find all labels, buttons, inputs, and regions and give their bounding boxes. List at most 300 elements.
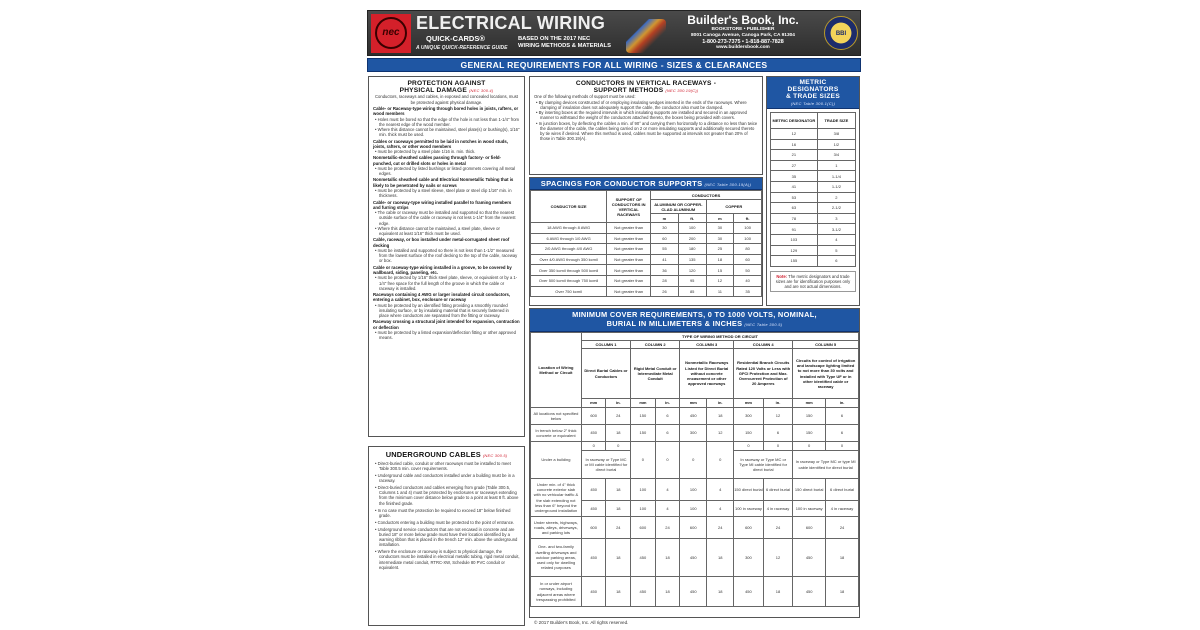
vertical-raceways-title-line2: SUPPORT METHODS — [593, 87, 664, 95]
spacings-box — [529, 177, 763, 306]
cover-value-cell: 6 direct burial — [826, 479, 859, 501]
publisher-block — [668, 13, 818, 51]
publisher-name: Builder's Book, Inc. — [687, 13, 799, 27]
cover-value-cell: 450 — [581, 501, 606, 517]
metric-designator-cell: 103 — [771, 234, 818, 245]
cover-value-cell: 24 — [707, 517, 734, 539]
protection-ref: (NEC 300.4) — [468, 88, 494, 94]
th-cu-ft: ft. — [734, 214, 762, 223]
th-column-label: COLUMN 5 — [793, 341, 859, 349]
copyright: © 2017 Builder's Book, Inc. All rights reserved. — [534, 620, 629, 625]
cover-value-cell: 18 — [606, 479, 631, 501]
spacing-cell-support: Not greater than — [607, 244, 651, 255]
th-unit-mm: mm — [734, 399, 764, 408]
spacing-cell-cu-ft: 100 — [734, 233, 762, 244]
cover-location-cell: In trench below 2" thick concrete or equivalent — [531, 425, 582, 442]
th-unit-in: in. — [826, 399, 859, 408]
cover-value-cell: 0 — [826, 442, 859, 451]
th-column-desc: Nonmetallic Raceways Listed for Direct Burial without concrete encasement or other approved raceways — [680, 349, 734, 399]
metric-designator-cell: 16 — [771, 139, 818, 150]
cover-value-cell: 150 — [734, 425, 764, 442]
cover-value-cell: 24 — [606, 408, 631, 425]
th-conductors: CONDUCTORS — [651, 191, 762, 200]
spacings-title-text: SPACINGS FOR CONDUCTOR SUPPORTS — [540, 179, 703, 188]
spacing-cell-support: Not greater than — [607, 286, 651, 297]
metric-designator-cell: 21 — [771, 150, 818, 161]
table-row — [771, 203, 856, 214]
vertical-raceways-intro: One of the following methods of support must be used: — [534, 94, 636, 100]
th-column-desc: Direct Burial Cables or Conductors — [581, 349, 630, 399]
table-row — [531, 233, 762, 244]
publisher-website: www.buildersbook.com — [716, 45, 770, 50]
table-row — [771, 139, 856, 150]
metric-body — [771, 129, 856, 267]
table-row — [771, 129, 856, 140]
table-row — [531, 275, 762, 286]
trade-size-cell: 2 — [817, 192, 855, 203]
vertical-raceways-ref: (NEC 300.19(C)) — [665, 88, 699, 94]
spacing-cell-cu-ft: 80 — [734, 244, 762, 255]
vertical-raceways-bullet: • By clamping devices constructed of or employing insulating wedges inserted in the ends of the raceways. Where clamping of insulation does not adequately support the cable, the conductor also must be clamped. — [534, 100, 758, 111]
table-row — [531, 286, 762, 297]
cover-location-cell: Under min. of 4" thick concrete exterior slab with no vehicular traffic & the slab extending not less than 6" beyond the underground installation — [531, 479, 582, 517]
protection-item-bullet: • Holes must be bored so that the edge of the hole is not less than 1-1/4" from the nearest edge of the wood member. — [373, 117, 520, 128]
table-row — [531, 425, 859, 442]
cover-value-cell: 450 — [680, 408, 707, 425]
cover-value-cell: 18 — [606, 501, 631, 517]
cover-value-cell: 150 direct burial — [734, 479, 764, 501]
cover-value-cell: 450 — [631, 577, 656, 607]
cover-location-cell: Under a building — [531, 442, 582, 479]
protection-item-bullet: • Where this distance cannot be maintained, steel plate(s) or bushing(s), 1/16" min. thick must be used. — [373, 127, 520, 138]
publisher-address: 8001 Canoga Avenue, Canoga Park, CA 91304 — [691, 33, 795, 38]
protection-item-heading: Nonmetallic sheathed cable and Electrical Nonmetallic Tubing that is likely to be penetrated by nails or screws — [373, 177, 514, 188]
cover-value-cell: 6 — [655, 408, 680, 425]
spacing-cell-size: Over 350 kcmil through 500 kcmil — [531, 265, 607, 276]
protection-item-bullet: • must be protected by 1/16" thick steel plate, sleeve, or equivalent or by a 1-1/4" free space for the full length of the groove in which the cable or raceway is installed. — [373, 275, 520, 291]
cover-value-cell: 450 — [581, 479, 606, 501]
protection-item-bullet: • must be protected by listed bushings or listed grommets covering all metal edges. — [373, 166, 520, 177]
table-row — [531, 254, 762, 265]
cover-value-cell: 6 direct burial — [763, 479, 793, 501]
cover-value-cell: 100 in raceway — [793, 501, 826, 517]
table-row — [771, 171, 856, 182]
cover-location-cell: In or under airport runways, including adjacent areas where trespassing prohibited — [531, 577, 582, 607]
metric-designator-cell: 53 — [771, 192, 818, 203]
trade-size-cell: 1-1/2 — [817, 181, 855, 192]
cover-value-cell: 0 — [793, 442, 826, 451]
cover-value-cell: 24 — [606, 517, 631, 539]
metric-designator-cell: 27 — [771, 160, 818, 171]
spacing-cell-cu-m: 30 — [706, 233, 734, 244]
spacing-cell-al-ft: 135 — [678, 254, 706, 265]
cover-value-cell: 18 — [606, 577, 631, 607]
underground-ref: (NEC 300.5) — [482, 453, 508, 458]
cover-value-cell: 600 — [581, 408, 606, 425]
trade-size-cell: 1-1/4 — [817, 171, 855, 182]
cover-value-cell: 18 — [655, 577, 680, 607]
th-column-desc: Rigid Metal Conduit or Intermediate Metal Conduit — [631, 349, 680, 399]
card-title: ELECTRICAL WIRING — [416, 13, 606, 33]
spacing-cell-al-ft: 100 — [678, 223, 706, 234]
protection-item-heading: Cable- or raceway-type wiring installed parallel to framing members and furring strips — [373, 199, 512, 210]
publisher-seal-icon: BBI — [824, 16, 858, 50]
protection-item-bullet: • Where this distance cannot be maintained, a steel plate, sleeve or equivalent at least 1/16" thick must be used. — [373, 226, 520, 237]
trade-size-cell: 3/8 — [817, 129, 855, 140]
cover-value-cell: 100 — [631, 479, 656, 501]
metric-note-text: The metric designators and trade sizes are for identification purposes only and are not actual dimensions. — [775, 273, 851, 290]
th-copper: COPPER — [706, 200, 761, 214]
cover-value-cell: 18 — [707, 539, 734, 577]
cover-value-cell: 18 — [707, 408, 734, 425]
metric-designator-cell: 35 — [771, 171, 818, 182]
spacing-cell-size: Over 500 kcmil through 750 kcmil — [531, 275, 607, 286]
cover-value-cell: 18 — [606, 425, 631, 442]
cover-value-cell: 100 in raceway — [734, 501, 764, 517]
th-column-label: COLUMN 3 — [680, 341, 734, 349]
spacings-title — [530, 178, 762, 190]
cover-head — [531, 333, 859, 408]
spacing-cell-support: Not greater than — [607, 233, 651, 244]
cover-value-cell: 18 — [763, 577, 793, 607]
cover-value-cell: 150 — [631, 425, 656, 442]
cover-value-cell: 0 — [707, 442, 734, 479]
protection-item-bullet: • must be protected by a steel sleeve, steel plate or steel clip 1/16" min. in thickness. — [373, 188, 520, 199]
cover-value-cell: 100 — [680, 479, 707, 501]
spacing-cell-size: Over 4/0 AWG through 350 kcmil — [531, 254, 607, 265]
cover-value-cell: 450 — [631, 539, 656, 577]
metric-designator-cell: 155 — [771, 256, 818, 267]
spacing-cell-cu-m: 25 — [706, 244, 734, 255]
table-row — [531, 265, 762, 276]
card-tagline: A UNIQUE QUICK-REFERENCE GUIDE — [416, 45, 508, 51]
cover-value-cell: 12 — [763, 408, 793, 425]
cover-value-cell: 600 — [680, 517, 707, 539]
table-row — [531, 408, 859, 425]
table-row — [771, 245, 856, 256]
th-aluminum: ALUMINUM OR COPPER-CLAD ALUMINUM — [651, 200, 706, 214]
cover-value-cell: 4 in raceway — [826, 501, 859, 517]
cover-location-cell: Under streets, highways, roads, alleys, driveways, and parking lots — [531, 517, 582, 539]
underground-title-text: UNDERGROUND CABLES — [385, 450, 481, 459]
th-unit-in: in. — [655, 399, 680, 408]
card-subtitle: QUICK-CARDS® — [426, 34, 485, 43]
protection-item-heading: Nonmetallic-sheathed cables passing through factory- or field-punched, cut or drilled slots or holes in metal — [373, 155, 501, 166]
cover-value-cell: 0 — [631, 442, 656, 479]
th-column-desc: Circuits for control of irrigation and landscape lighting limited to not more than 30 volts and installed with Type UF or in other identified cable or raceway — [793, 349, 859, 399]
spacings-ref: (NEC Table 300.19(A)) — [704, 182, 752, 187]
cover-note-cell: In raceway or Type MC or type MI cable identified for direct burial — [793, 451, 859, 479]
spacing-cell-support: Not greater than — [607, 254, 651, 265]
cover-value-cell: 12 — [707, 425, 734, 442]
table-row — [771, 213, 856, 224]
table-row — [531, 517, 859, 539]
cover-location-cell: One- and two-family dwelling driveways and outdoor parking areas, used only for dwelling related purposes — [531, 539, 582, 577]
trade-size-cell: 4 — [817, 234, 855, 245]
metric-designator-cell: 129 — [771, 245, 818, 256]
cover-value-cell: 18 — [826, 539, 859, 577]
protection-item-bullet: • must be installed and supported so there is not less than 1-1/2" measured from the lowest surface of the roof decking to the top of the cable, raceway or box. — [373, 248, 520, 264]
th-al-m: m — [651, 214, 679, 223]
cover-value-cell: 18 — [826, 577, 859, 607]
underground-title — [373, 451, 520, 459]
th-unit-mm: mm — [680, 399, 707, 408]
protection-box — [368, 76, 525, 437]
cover-value-cell: 450 — [680, 539, 707, 577]
cover-value-cell: 6 — [763, 425, 793, 442]
cover-value-cell: 18 — [707, 577, 734, 607]
metric-title-line3: & TRADE SIZES — [785, 93, 841, 100]
table-row — [771, 160, 856, 171]
metric-table — [770, 112, 856, 267]
underground-bullet: • Underground cable and conductors installed under a building must be in a raceway. — [373, 473, 520, 484]
trade-size-cell: 5 — [817, 245, 855, 256]
cover-value-cell: 450 — [793, 577, 826, 607]
spacing-cell-al-m: 41 — [651, 254, 679, 265]
metric-designator-cell: 41 — [771, 181, 818, 192]
cover-value-cell: 150 — [793, 408, 826, 425]
th-location: Location of Wiring Method or Circuit — [531, 333, 582, 408]
spacing-cell-cu-ft: 100 — [734, 223, 762, 234]
th-support: SUPPORT OF CONDUCTORS IN VERTICAL RACEWAYS — [607, 191, 651, 223]
based-on-line2: WIRING METHODS & MATERIALS — [518, 43, 611, 49]
vertical-raceways-title-line1: CONDUCTORS IN VERTICAL RACEWAYS - — [575, 80, 717, 87]
underground-bullet: • Underground service conductors that are not encased in concrete and are buried 18" or more below grade must have their location identified by a warning ribbon that is placed in the trench 12" min. above the underground installation. — [373, 527, 520, 548]
spacing-cell-cu-ft: 60 — [734, 254, 762, 265]
table-row — [771, 234, 856, 245]
underground-bullet: • In no case must the protection be required to exceed 18" below finished grade. — [373, 508, 520, 519]
protection-item-heading: Cables or raceways permitted to be laid in notches in wood studs, joists, rafters, or other wood members — [373, 138, 508, 149]
cover-value-cell: 0 — [581, 442, 606, 451]
cover-table — [530, 332, 859, 607]
cover-value-cell: 24 — [763, 517, 793, 539]
protection-item-bullet: • must be protected by a steel plate 1/16 in. min. thick. — [373, 149, 520, 154]
th-unit-in: in. — [707, 399, 734, 408]
cover-value-cell: 150 — [793, 425, 826, 442]
protection-item-bullet: • The cable or raceway must be installed and supported so that the nearest outside surface of the cable or raceway is not less 1-1/4" from the nearest edge. — [373, 210, 520, 226]
spacing-cell-al-m: 36 — [651, 265, 679, 276]
spacing-cell-al-m: 60 — [651, 233, 679, 244]
th-column-desc: Residential Branch Circuits Rated 120 Volts or Less with GFCI Protection and Max. Overcurrent Protection of 20 Amperes — [734, 349, 793, 399]
table-row — [531, 333, 859, 341]
metric-title-line2: DESIGNATORS — [787, 86, 839, 93]
table-row — [531, 223, 762, 234]
spacing-cell-cu-ft: 40 — [734, 275, 762, 286]
protection-items — [373, 106, 520, 341]
th-column-label: COLUMN 4 — [734, 341, 793, 349]
cover-title — [530, 309, 859, 332]
cover-body — [531, 408, 859, 607]
table-row — [771, 256, 856, 267]
cover-value-cell: 600 — [581, 517, 606, 539]
spacing-cell-al-m: 55 — [651, 244, 679, 255]
th-unit-mm: mm — [631, 399, 656, 408]
spacing-cell-cu-m: 12 — [706, 275, 734, 286]
cover-value-cell: 6 — [826, 425, 859, 442]
cover-box — [529, 308, 860, 618]
spacing-cell-support: Not greater than — [607, 275, 651, 286]
table-row — [531, 244, 762, 255]
spacings-table — [530, 190, 762, 297]
cover-value-cell: 6 — [826, 408, 859, 425]
spacing-cell-cu-m: 11 — [706, 286, 734, 297]
spacing-cell-cu-ft: 50 — [734, 265, 762, 276]
metric-title — [767, 77, 859, 109]
metric-designator-cell: 91 — [771, 224, 818, 235]
cover-value-cell: 0 — [680, 442, 707, 479]
protection-item-heading: Cable, raceway, or box installed under metal-corrugated sheet roof decking — [373, 237, 510, 248]
th-unit-mm: mm — [793, 399, 826, 408]
th-trade-size: TRADE SIZE — [817, 113, 855, 129]
spacing-cell-al-ft: 180 — [678, 244, 706, 255]
nec-logo — [371, 14, 411, 53]
cover-value-cell: 6 — [655, 425, 680, 442]
nec-logo-icon: nec — [375, 17, 407, 49]
underground-bullet: • Conductors entering a building must be protected to the point of entrance. — [373, 520, 520, 525]
spacing-cell-size: Over 750 kcmil — [531, 286, 607, 297]
th-cu-m: m — [706, 214, 734, 223]
table-row — [531, 539, 859, 577]
underground-bullet: • Direct-buried conductors and cables emerging from grade (Table 300.5, Columns 1 and 4) must be protected by enclosures or raceways extending from the minimum cover distance below grade to a point at least 8 ft. above the finished grade. — [373, 485, 520, 506]
protection-item-heading: Cable or raceway-type wiring installed in a groove, to be covered by wallboard, siding, paneling, etc. — [373, 264, 512, 276]
protection-intro: Conductors, raceways and cables, in exposed and concealed locations, must be protected against physical damage. — [375, 94, 518, 105]
cover-title-line2: BURIAL IN MILLIMETERS & INCHES — [606, 318, 743, 328]
metric-table-wrap — [767, 109, 859, 292]
metric-note — [770, 271, 856, 293]
spacing-cell-size: 18 AWG through 8 AWG — [531, 223, 607, 234]
metric-box — [766, 76, 860, 306]
cover-location-cell: All locations not specified below — [531, 408, 582, 425]
vertical-raceways-list — [534, 100, 758, 142]
publisher-line1: BOOKSTORE • PUBLISHER — [711, 27, 775, 32]
spacing-cell-size: 2/0 AWG through 4/0 AWG — [531, 244, 607, 255]
cover-value-cell: 0 — [606, 442, 631, 451]
cover-value-cell: 24 — [826, 517, 859, 539]
cover-value-cell: 450 — [581, 425, 606, 442]
table-row — [531, 479, 859, 501]
cover-value-cell: 100 — [631, 501, 656, 517]
metric-designator-cell: 78 — [771, 213, 818, 224]
spacing-cell-al-ft: 85 — [678, 286, 706, 297]
cover-value-cell: 450 — [680, 577, 707, 607]
cover-value-cell: 450 — [581, 539, 606, 577]
protection-item-heading: Cable- or Raceway-type wiring through bored holes in joists, rafters, or wood members — [373, 105, 519, 117]
spacings-body — [531, 223, 762, 297]
spacing-cell-cu-ft: 35 — [734, 286, 762, 297]
cover-value-cell: 18 — [606, 539, 631, 577]
underground-box — [368, 446, 525, 626]
spacing-cell-al-m: 30 — [651, 223, 679, 234]
vertical-raceways-bullet: • In junction boxes, by deflecting the cables a min. of 90° and carrying them horizontally to a distance no less than twice the diameter of the cable, the cables being carried on 2 or more insulating supports and additionally secured thereto by tie wires if desired. Where this method is used, cables must be supported at intervals not greater than 20% of those in Table 300.19(A). — [534, 121, 758, 142]
spacing-cell-size: 6 AWG through 1/0 AWG — [531, 233, 607, 244]
th-metric-designator: METRIC DESIGNATOR — [771, 113, 818, 129]
cover-note-cell: In raceway or Type MC or MI cable identified for direct burial — [581, 451, 630, 479]
cover-value-cell: 24 — [655, 517, 680, 539]
section-title: GENERAL REQUIREMENTS FOR ALL WIRING - SIZES & CLEARANCES — [367, 58, 861, 72]
th-unit-in: in. — [606, 399, 631, 408]
trade-size-cell: 3/4 — [817, 150, 855, 161]
spacing-cell-support: Not greater than — [607, 265, 651, 276]
trade-size-cell: 1 — [817, 160, 855, 171]
trade-size-cell: 3 — [817, 213, 855, 224]
trade-size-cell: 6 — [817, 256, 855, 267]
spacing-cell-support: Not greater than — [607, 223, 651, 234]
vertical-raceways-box — [529, 76, 763, 175]
cover-value-cell: 0 — [734, 442, 764, 451]
th-type-of-wiring: TYPE OF WIRING METHOD OR CIRCUIT — [581, 333, 858, 341]
table-row — [531, 442, 859, 451]
cover-value-cell: 600 — [631, 517, 656, 539]
cover-value-cell: 600 — [793, 517, 826, 539]
metric-designator-cell: 12 — [771, 129, 818, 140]
header-banner — [367, 10, 861, 56]
protection-title-line1: PROTECTION AGAINST — [407, 80, 486, 87]
cover-value-cell: 150 direct burial — [793, 479, 826, 501]
quick-card — [367, 8, 861, 630]
th-al-ft: ft. — [678, 214, 706, 223]
underground-list — [373, 461, 520, 570]
vertical-raceways-title — [534, 80, 758, 94]
spacing-cell-al-m: 28 — [651, 275, 679, 286]
th-conductor-size: CONDUCTOR SIZE — [531, 191, 607, 223]
protection-item-heading: Raceways containing 4 AWG or larger insulated circuit conductors, entering a cabinet, box, enclosure or raceway — [373, 292, 511, 303]
cover-value-cell: 4 — [655, 479, 680, 501]
cover-value-cell: 18 — [655, 539, 680, 577]
table-row — [771, 181, 856, 192]
cover-value-cell: 4 in raceway — [763, 501, 793, 517]
cover-value-cell: 600 — [734, 517, 764, 539]
protection-item-heading: Raceway crossing a structural joint intended for expansion, contraction or deflection — [373, 319, 520, 330]
cover-title-line1: MINIMUM COVER REQUIREMENTS, 0 TO 1000 VOLTS, NOMINAL, — [572, 310, 817, 319]
cover-value-cell: 300 — [734, 408, 764, 425]
cover-value-cell: 300 — [680, 425, 707, 442]
protection-title-line2: PHYSICAL DAMAGE — [399, 87, 467, 95]
trade-size-cell: 3-1/2 — [817, 224, 855, 235]
cover-ref: (NEC Table 300.5) — [744, 321, 783, 327]
cover-value-cell: 0 — [655, 442, 680, 479]
table-row — [771, 150, 856, 161]
cover-value-cell: 150 — [631, 408, 656, 425]
spacing-cell-cu-m: 18 — [706, 254, 734, 265]
cover-value-cell: 100 — [680, 501, 707, 517]
th-column-label: COLUMN 2 — [631, 341, 680, 349]
underground-bullet: • Where the enclosure or raceway is subject to physical damage, the conductors must be installed in electrical metallic tubing, rigid metal conduit, intermediate metal conduit, RTRC-XW, Schedule 80 PVC conduit or equivalent. — [373, 549, 520, 570]
table-row — [771, 192, 856, 203]
table-row — [531, 577, 859, 607]
metric-title-line1: METRIC — [799, 79, 827, 86]
cover-value-cell: 0 — [763, 442, 793, 451]
based-on — [518, 36, 611, 50]
cover-value-cell: 12 — [763, 539, 793, 577]
protection-item-bullet: • must be protected by a listed expansion/deflection fitting or other approved means. — [373, 330, 520, 341]
cover-value-cell: 450 — [734, 577, 764, 607]
table-row — [771, 224, 856, 235]
cover-value-cell: 450 — [581, 577, 606, 607]
cover-value-cell: 4 — [707, 479, 734, 501]
th-unit-mm: mm — [581, 399, 606, 408]
cover-value-cell: 4 — [707, 501, 734, 517]
cover-note-cell: In raceway or Type MC or Type MI cable identified for direct burial — [734, 451, 793, 479]
metric-designator-cell: 63 — [771, 203, 818, 214]
cover-value-cell: 450 — [793, 539, 826, 577]
spacing-cell-al-ft: 120 — [678, 265, 706, 276]
spacing-cell-cu-m: 15 — [706, 265, 734, 276]
protection-title — [373, 80, 520, 94]
underground-bullet: • Direct-buried cable, conduit or other raceways must be installed to meet Table 300.5 min. cover requirements. — [373, 461, 520, 472]
cover-value-cell: 300 — [734, 539, 764, 577]
th-column-label: COLUMN 1 — [581, 341, 630, 349]
based-on-line1: BASED ON THE 2017 NEC — [518, 36, 591, 42]
